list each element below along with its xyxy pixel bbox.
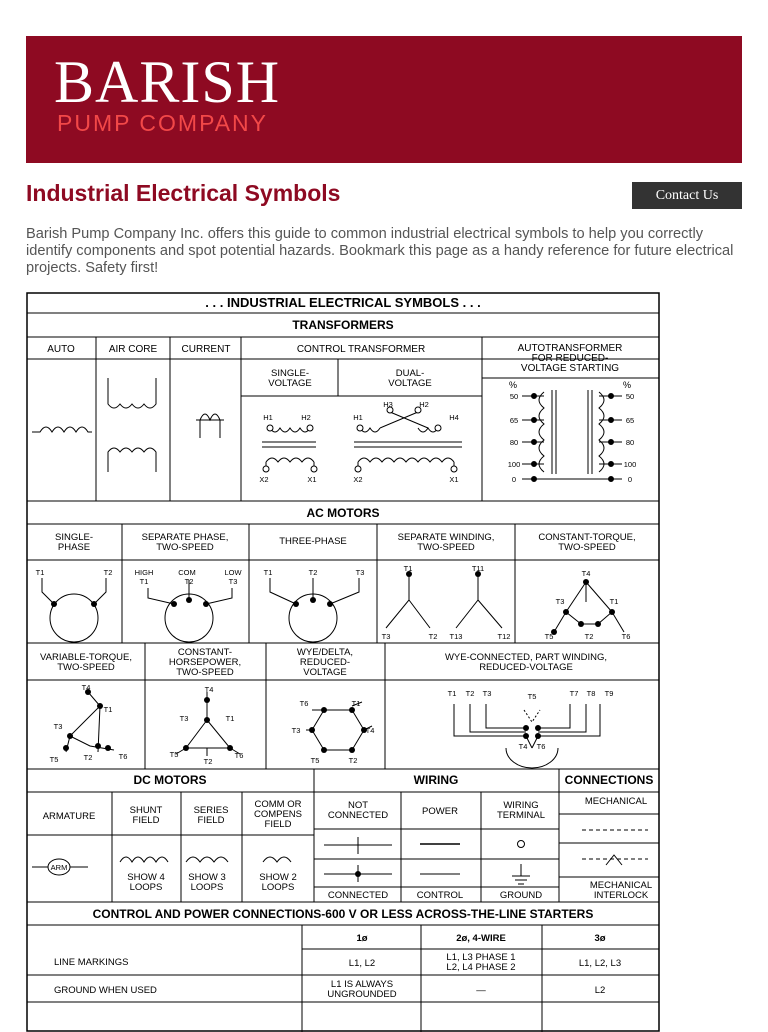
constant-hp-label-2: HORSEPOWER, xyxy=(168,657,242,668)
power-label: POWER xyxy=(422,806,458,817)
tp-t2: T2 xyxy=(308,568,318,577)
wye-part-label-1: WYE-CONNECTED, PART WINDING, xyxy=(444,652,608,663)
ground-3ph: L2 xyxy=(594,985,606,996)
wiring-terminal-symbol xyxy=(518,841,525,848)
separate-phase-label-2: TWO-SPEED xyxy=(156,542,214,553)
tp-t1: T1 xyxy=(263,568,273,577)
ct-t3: T3 xyxy=(555,597,565,606)
show3-label-1: SHOW 3 xyxy=(188,872,226,883)
three-phase-motor-symbol xyxy=(270,578,359,642)
ground-2ph: — xyxy=(476,985,486,996)
series-field-label-1: SERIES xyxy=(193,805,229,816)
constant-hp-label-1: CONSTANT- xyxy=(177,647,233,658)
wye-delta-label-3: VOLTAGE xyxy=(303,667,347,678)
single-voltage-label-1: SINGLE- xyxy=(270,368,310,379)
ct-t1: T1 xyxy=(609,597,619,606)
sheet-title: . . . INDUSTRIAL ELECTRICAL SYMBOLS . . . xyxy=(205,295,481,310)
auto-transformer-symbol xyxy=(32,427,92,432)
vt-t1: T1 xyxy=(103,705,113,714)
mechanical-label: MECHANICAL xyxy=(584,796,648,807)
sep-high: HIGH xyxy=(134,568,154,577)
shunt-field-label-1: SHUNT xyxy=(129,805,163,816)
tp-t3: T3 xyxy=(355,568,365,577)
tap-right-80: 80 xyxy=(625,438,635,447)
symbols-chart-drawing xyxy=(26,292,660,1032)
dt-h4: H4 xyxy=(449,413,459,422)
show3-label-2: LOOPS xyxy=(190,882,224,893)
line-markings-3ph: L1, L2, L3 xyxy=(578,958,622,969)
dual-voltage-transformer xyxy=(354,412,462,467)
wd-t1: T1 xyxy=(351,699,361,708)
col-single-phase: 1ø xyxy=(356,933,368,944)
symbols-chart xyxy=(26,292,660,1032)
wp-t5: T5 xyxy=(527,692,537,701)
tap-right-100: 100 xyxy=(623,460,637,469)
dt-h1: H1 xyxy=(353,413,363,422)
autotransformer-symbol xyxy=(522,390,622,479)
wp-t2: T2 xyxy=(465,689,475,698)
current-transformer-symbol xyxy=(196,414,224,438)
wp-t9: T9 xyxy=(604,689,614,698)
sep-low: LOW xyxy=(224,568,242,577)
intro-paragraph: Barish Pump Company Inc. offers this guide to common industrial electrical symbols to help you correctly identify components and spot potential hazards. Bookmark this page as a handy reference for future electrical projects. Safety first! xyxy=(26,226,734,276)
ct-t6: T6 xyxy=(621,632,631,641)
tap-left-100: 100 xyxy=(507,460,521,469)
single-phase-label-1: SINGLE- xyxy=(54,532,94,543)
ground-when-used-label: GROUND WHEN USED xyxy=(54,985,157,996)
wp-t7: T7 xyxy=(569,689,579,698)
variable-torque-label-1: VARIABLE-TORQUE, xyxy=(39,652,133,663)
transformers-heading: TRANSFORMERS xyxy=(292,318,394,332)
wiring-heading: WIRING xyxy=(413,773,459,787)
wp-t6: T6 xyxy=(536,742,546,751)
vt-t2: T2 xyxy=(83,753,93,762)
series-field-coil xyxy=(186,857,228,862)
dt-h3: H3 xyxy=(383,400,393,409)
wp-t8: T8 xyxy=(586,689,596,698)
contact-us-button[interactable]: Contact Us xyxy=(632,182,742,209)
tap-right-50: 50 xyxy=(625,392,635,401)
control-label: CONTROL xyxy=(416,890,464,901)
armature-label: ARMATURE xyxy=(42,811,96,822)
wye-delta-label-1: WYE/DELTA, xyxy=(296,647,354,658)
separate-winding-label-2: TWO-SPEED xyxy=(417,542,475,553)
wp-t3: T3 xyxy=(482,689,492,698)
tap-right-65: 65 xyxy=(625,416,635,425)
dc-motors-heading: DC MOTORS xyxy=(133,773,207,787)
single-voltage-label-2: VOLTAGE xyxy=(268,378,312,389)
wye-delta-label-2: REDUCED- xyxy=(299,657,351,668)
dual-voltage-label-2: VOLTAGE xyxy=(388,378,432,389)
wd-t5: T5 xyxy=(310,756,320,765)
wye-delta-motor-symbol xyxy=(306,702,372,750)
wd-t2: T2 xyxy=(348,756,358,765)
shunt-field-label-2: FIELD xyxy=(132,815,160,826)
separate-winding-motor-symbol xyxy=(386,574,502,628)
chp-t4: T4 xyxy=(204,685,214,694)
commor-label-1: COMM OR xyxy=(254,799,302,810)
autotransformer-label-1: AUTOTRANSFORMER xyxy=(517,343,623,354)
line-markings-2ph-2: L2, L4 PHASE 2 xyxy=(446,962,516,973)
tap-left-80: 80 xyxy=(509,438,519,447)
control-transformer-label: CONTROL TRANSFORMER xyxy=(296,344,426,355)
series-field-label-2: FIELD xyxy=(197,815,225,826)
vt-t3: T3 xyxy=(53,722,63,731)
constant-torque-motor-symbol xyxy=(554,582,624,632)
chp-t5: T5 xyxy=(169,750,179,759)
autotransformer-label-2: FOR REDUCED- xyxy=(531,353,609,364)
wp-t4: T4 xyxy=(518,742,528,751)
variable-torque-motor-symbol xyxy=(66,692,114,752)
separate-phase-motor-symbol xyxy=(148,580,232,642)
sw-t1: T1 xyxy=(403,564,413,573)
constant-torque-label-2: TWO-SPEED xyxy=(558,542,616,553)
single-voltage-transformer xyxy=(262,428,316,467)
tap-percent-left: % xyxy=(508,380,518,390)
not-connected-label-1: NOT xyxy=(347,800,369,811)
ground-1ph-2: UNGROUNDED xyxy=(327,989,397,1000)
dt-h2: H2 xyxy=(419,400,429,409)
wd-t3: T3 xyxy=(291,726,301,735)
sw-t13: T13 xyxy=(449,632,463,641)
current-label: CURRENT xyxy=(181,344,231,355)
page-title: Industrial Electrical Symbols xyxy=(26,180,341,206)
tap-percent-right: % xyxy=(622,380,632,390)
tap-left-0: 0 xyxy=(511,475,517,484)
not-connected-label-2: CONNECTED xyxy=(327,810,389,821)
ct-t5: T5 xyxy=(544,632,554,641)
mechanical-interlock-symbol xyxy=(582,855,648,865)
auto-label: AUTO xyxy=(47,344,75,355)
line-markings-1ph: L1, L2 xyxy=(348,958,376,969)
three-phase-label: THREE-PHASE xyxy=(279,536,347,547)
air-core-coil-top xyxy=(108,378,156,408)
wd-t4: T4 xyxy=(365,726,375,735)
wiring-terminal-label-1: WIRING xyxy=(503,800,539,811)
sw-t12: T12 xyxy=(497,632,511,641)
dual-voltage-label-1: DUAL- xyxy=(395,368,425,379)
sep-t1: T1 xyxy=(139,577,149,586)
show2-label-2: LOOPS xyxy=(261,882,295,893)
brand-tagline: PUMP COMPANY xyxy=(57,110,269,136)
chp-t1: T1 xyxy=(225,714,235,723)
tap-left-50: 50 xyxy=(509,392,519,401)
sep-t2: T2 xyxy=(184,577,194,586)
connections-heading: CONNECTIONS xyxy=(564,773,654,787)
ground-label: GROUND xyxy=(499,890,543,901)
st-h1: H1 xyxy=(263,413,273,422)
sep-t3: T3 xyxy=(228,577,238,586)
single-phase-motor-symbol xyxy=(42,578,106,642)
sep-com: COM xyxy=(178,568,196,577)
variable-torque-label-2: TWO-SPEED xyxy=(57,662,115,673)
ground-symbol xyxy=(512,864,530,884)
col-two-phase: 2ø, 4-WIRE xyxy=(456,933,506,944)
sp-t1: T1 xyxy=(35,568,45,577)
vt-t6: T6 xyxy=(118,752,128,761)
chp-t6: T6 xyxy=(234,751,244,760)
sp-t2: T2 xyxy=(103,568,113,577)
col-three-phase: 3ø xyxy=(594,933,606,944)
shunt-field-coil xyxy=(120,857,168,862)
autotransformer-label-3: VOLTAGE STARTING xyxy=(520,363,620,374)
vt-t5: T5 xyxy=(49,755,59,764)
constant-torque-label-1: CONSTANT-TORQUE, xyxy=(538,532,636,543)
wd-t6: T6 xyxy=(299,699,309,708)
commor-field-coil xyxy=(263,857,291,862)
air-core-coil-bottom xyxy=(108,448,156,472)
dt-x2: X2 xyxy=(353,475,363,484)
interlock-label-2: INTERLOCK xyxy=(593,890,649,901)
single-phase-label-2: PHASE xyxy=(57,542,91,553)
wye-part-label-2: REDUCED-VOLTAGE xyxy=(479,662,573,673)
st-x2: X2 xyxy=(259,475,269,484)
commor-label-2: COMPENS xyxy=(253,809,303,820)
tap-left-65: 65 xyxy=(509,416,519,425)
chp-t3: T3 xyxy=(179,714,189,723)
vt-t4: T4 xyxy=(81,683,91,692)
ground-1ph-1: L1 IS ALWAYS xyxy=(330,979,394,990)
show2-label-1: SHOW 2 xyxy=(259,872,297,883)
show4-label-2: LOOPS xyxy=(129,882,163,893)
wiring-terminal-label-2: TERMINAL xyxy=(496,810,546,821)
sw-t2: T2 xyxy=(428,632,438,641)
arm-label: ARM xyxy=(50,863,68,872)
chp-t2: T2 xyxy=(203,757,213,766)
interlock-label-1: MECHANICAL xyxy=(589,880,653,891)
brand-logo[interactable]: BARISH xyxy=(54,49,281,115)
constant-hp-label-3: TWO-SPEED xyxy=(176,667,234,678)
dt-x1: X1 xyxy=(449,475,459,484)
wp-t1: T1 xyxy=(447,689,457,698)
ac-motors-heading: AC MOTORS xyxy=(306,506,380,520)
separate-phase-label-1: SEPARATE PHASE, xyxy=(141,532,229,543)
starters-heading: CONTROL AND POWER CONNECTIONS-600 V OR LESS ACROSS-THE-LINE STARTERS xyxy=(92,907,594,921)
ct-t4: T4 xyxy=(581,569,591,578)
ct-t2: T2 xyxy=(584,632,594,641)
show4-label-1: SHOW 4 xyxy=(127,872,165,883)
tap-right-0: 0 xyxy=(627,475,633,484)
connected-label: CONNECTED xyxy=(327,890,389,901)
line-markings-label: LINE MARKINGS xyxy=(54,957,129,968)
separate-winding-label-1: SEPARATE WINDING, xyxy=(397,532,495,543)
sw-t3: T3 xyxy=(381,632,391,641)
line-markings-2ph-1: L1, L3 PHASE 1 xyxy=(446,952,516,963)
air-core-label: AIR CORE xyxy=(108,344,158,355)
commor-label-3: FIELD xyxy=(264,819,292,830)
st-h2: H2 xyxy=(301,413,311,422)
st-x1: X1 xyxy=(307,475,317,484)
sw-t11: T11 xyxy=(471,564,485,573)
not-connected-symbol xyxy=(324,837,392,854)
